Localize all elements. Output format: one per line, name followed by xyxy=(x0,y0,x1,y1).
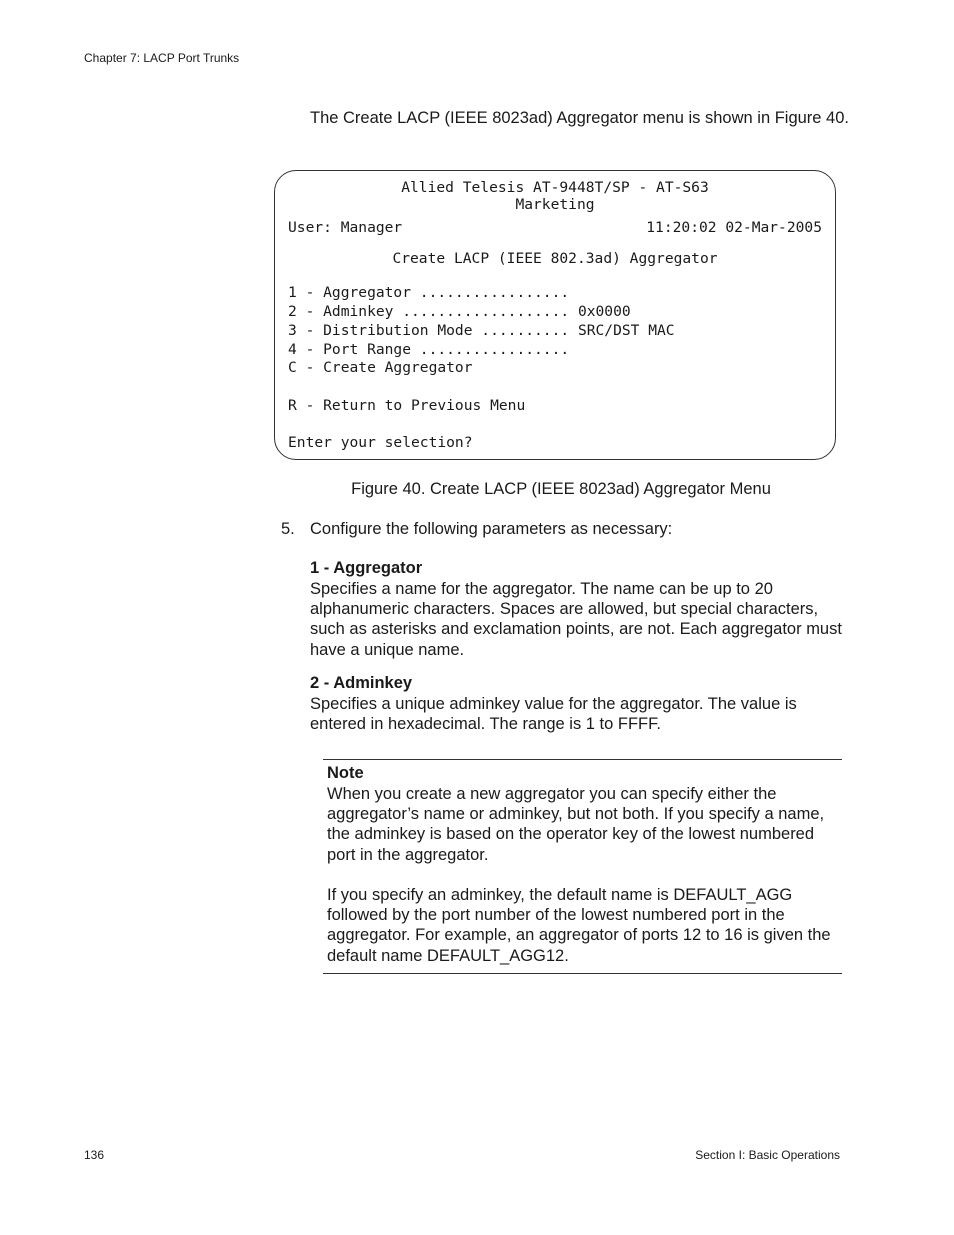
menu-item-adminkey: 2 - Adminkey ................... 0x0000 xyxy=(288,303,631,320)
terminal-user: User: Manager xyxy=(288,219,403,236)
running-footer: Section I: Basic Operations xyxy=(695,1148,840,1162)
note-title: Note xyxy=(327,764,364,782)
terminal-screen xyxy=(274,170,836,460)
param-aggregator-title: 1 - Aggregator xyxy=(310,559,423,577)
terminal-location: Marketing xyxy=(515,196,595,213)
intro-paragraph: The Create LACP (IEEE 8023ad) Aggregator menu is shown in Figure 40. xyxy=(310,109,849,127)
step-number: 5. xyxy=(281,520,295,538)
terminal-timestamp: 11:20:02 02-Mar-2005 xyxy=(646,219,822,236)
terminal-menu-title: Create LACP (IEEE 802.3ad) Aggregator xyxy=(392,250,718,267)
figure-caption: Figure 40. Create LACP (IEEE 8023ad) Aggregator Menu xyxy=(351,480,771,498)
terminal-prompt: Enter your selection? xyxy=(288,434,473,451)
param-adminkey-text: Specifies a unique adminkey value for the aggregator. The value is entered in hexadecimal. The range is 1 to FFFF. xyxy=(310,695,797,734)
note-box xyxy=(323,759,842,974)
note-paragraph: When you create a new aggregator you can specify either the aggregator’s name or adminkey, but not both. If you specify a name, the adminkey is based on the operator key of the lowest numbered port in the aggregator. xyxy=(327,785,825,864)
terminal-device-line: Allied Telesis AT-9448T/SP - AT-S63 xyxy=(401,179,709,196)
menu-item-port-range: 4 - Port Range ................. xyxy=(288,341,570,358)
menu-item-create-aggregator: C - Create Aggregator xyxy=(288,359,473,376)
menu-item-return: R - Return to Previous Menu xyxy=(288,397,526,414)
menu-item-distribution-mode: 3 - Distribution Mode .......... SRC/DST MAC xyxy=(288,322,675,339)
param-aggregator-text: Specifies a name for the aggregator. The name can be up to 20 alphanumeric characters. Spaces are allowed, but special characters, such as asterisks and exclamation points, are not. Each aggregator must have a unique name. xyxy=(310,580,842,659)
step-text: Configure the following parameters as necessary: xyxy=(310,520,673,538)
param-adminkey-title: 2 - Adminkey xyxy=(310,674,413,692)
running-header: Chapter 7: LACP Port Trunks xyxy=(84,51,240,65)
menu-item-aggregator: 1 - Aggregator ................. xyxy=(288,284,570,301)
note-paragraph: If you specify an adminkey, the default name is DEFAULT_AGG followed by the port number of the lowest numbered port in the aggregator. For example, an aggregator of ports 12 to 16 is given the default name DEFAULT_AGG12. xyxy=(327,886,831,965)
page-number: 136 xyxy=(84,1148,105,1162)
step-5 xyxy=(281,520,672,539)
